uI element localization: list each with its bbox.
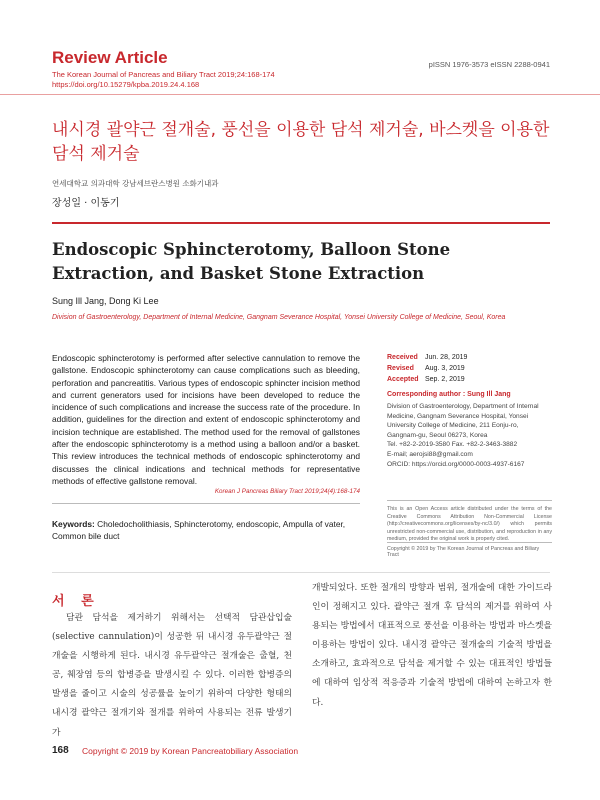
footer-copyright: Copyright © 2019 by Korean Pancreatobiliary Association	[82, 746, 299, 756]
body-column-left: 담관 담석을 제거하기 위해서는 선택적 담관삽입술(selective cannulation)이 성공한 뒤 내시경 유두괄약근 절개술을 시행하게 된다. 내시경 유두괄약근 절개술은 출혈, 천공, 췌장염 등의 합병증을 발생시킬 수 있다. 이러한 합병증의 발생을 줄이고 시술의 성공률을 높이기 위하여 다양한 형태의 내시경 괄약근 절개기와 절개를 위하여 사용되는 전류 발생기가	[52, 613, 292, 738]
english-affiliation: Division of Gastroenterology, Department of Internal Medicine, Gangnam Severance Hospital, Yonsei University College of Medicine, Seoul, Korea	[52, 314, 506, 321]
corresponding-author-title: Corresponding author : Sung Ill Jang	[387, 391, 511, 398]
date-revised: Revised Aug. 3, 2019	[387, 365, 465, 372]
article-dates	[387, 352, 552, 385]
korean-authors: 장성일 · 이동기	[52, 198, 120, 209]
sidebar-divider	[387, 500, 552, 501]
date-received: Received Jun. 28, 2019	[387, 354, 468, 361]
abstract-divider	[52, 503, 360, 504]
page-number: 168	[52, 745, 69, 756]
corresponding-author-details: Division of Gastroenterology, Department of Internal Medicine, Gangnam Severance Hospital, Yonsei University College of Medicine, 211 Eonju-ro, Gangnam-gu, Seoul 06273, Korea Tel. +82-2-2019-3580 Fax. +82-2-3463-3882 E-mail; aerojsi88@gmail.com ORCID: https://orcid.org/0000-0003-4937-6167	[387, 402, 552, 469]
keywords	[52, 518, 364, 542]
journal-copyright: Copyright © 2019 by The Korean Journal of Pancreas and Biliary Tract	[387, 546, 540, 558]
article-type: Review Article	[52, 48, 168, 67]
korean-title: 내시경 괄약근 절개술, 풍선을 이용한 담석 제거술, 바스켓을 이용한 담석 제거술	[52, 120, 550, 164]
korean-affiliation: 연세대학교 의과대학 강남세브란스병원 소화기내과	[52, 179, 219, 188]
doi-link[interactable]: https://doi.org/10.15279/kpba.2019.24.4.168	[52, 80, 200, 89]
body-column-right: 개발되었다. 또한 절개의 방향과 범위, 절개술에 대한 가이드라인이 정해지고 있다. 괄약근 절개 후 담석의 제거를 위하여 사용되는 방법에서 대표적으로 풍선을 이용하는 방법과 바스켓을 이용하는 방법이 있다. 내시경 괄약근 절개술의 기술적 방법을 소개하고, 효과적으로 담석을 제거할 수 있는 대표적인 방법들에 대하여 임상적 적응증과 기술적 방법에 대하여 논하고자 한다.	[312, 583, 552, 708]
abstract-citation: Korean J Pancreas Biliary Tract 2019;24(4):168-174	[214, 488, 360, 495]
english-authors: Sung Ill Jang, Dong Ki Lee	[52, 296, 159, 306]
date-accepted: Accepted Sep. 2, 2019	[387, 376, 465, 383]
open-access-notice: This is an Open Access article distributed under the terms of the Creative Commons Attribution Non-Commercial License (http://creativecommons.org/licenses/by-nc/3.0/) which permits unrestricted non-commercial use, distribution, and reproduction in any medium, provided the original work is properly cited.	[387, 506, 552, 543]
issn: pISSN 1976-3573 eISSN 2288-0941	[428, 60, 550, 69]
abstract-text: Endoscopic sphincterotomy is performed after selective cannulation to remove the gallstone. Endoscopic sphincterotomy can cause complications such as bleeding, perforation and pancreatitis. Various types of endoscopic sphincter incision method and current generators used for incisions have been developed to reduce the incidence of such complications and increase the success rate of the procedure. In addition, guidelines for the direction and extent of endoscopic sphincterotomy and incision technique are established. The method used for the removal of gallstones after the endoscopic sphincterotomy is a method using a balloon and/or a basket. This review introduces the technical methods of endoscopic sphincterotomy and discusses the clinical indications and technical methods for representative methods of effective gallstone removal.	[52, 353, 360, 486]
body-divider	[52, 572, 550, 573]
section-heading-introduction: 서 론	[52, 594, 100, 609]
sidebar-divider-2	[387, 542, 552, 543]
header-divider	[0, 94, 600, 95]
orcid-link[interactable]: ORCID: https://orcid.org/0000-0003-4937-6167	[387, 460, 525, 468]
keywords-list: Choledocholithiasis, Sphincterotomy, endoscopic, Ampulla of vater, Common bile duct	[52, 519, 346, 541]
email-link[interactable]: E-mail; aerojsi88@gmail.com	[387, 450, 473, 458]
journal-citation: The Korean Journal of Pancreas and Biliary Tract 2019;24:168-174	[52, 70, 275, 79]
keywords-label: Keywords:	[52, 519, 95, 529]
english-title: Endoscopic Sphincterotomy, Balloon Stone Extraction, and Basket Stone Extraction	[52, 240, 451, 283]
title-divider	[52, 222, 550, 224]
